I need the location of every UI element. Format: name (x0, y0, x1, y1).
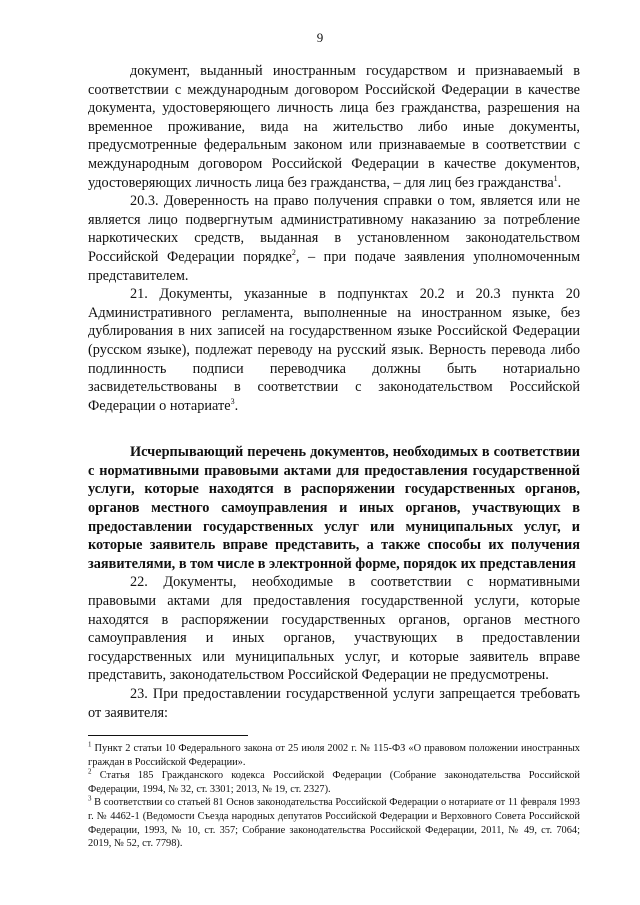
paragraph-22: 22. Документы, необходимые в соответствии с нормативными правовыми актами для предоставления государственной услуги, которые находятся в распоряжении государственных органов, органов местного самоуправления и иных органов, участвующих в предоставлении государственных или муниципальных услуг, и которые заявитель вправе представить, законодательством Российской Федерации не предусмотрены. (88, 574, 580, 684)
paragraph-text: 20.3. Доверенность на право получения справки о том, является или не является лицо подвергнутым административному наказанию за потребление наркотических средств, выданная в установленном законодательством Российской Федерации порядке (88, 193, 580, 265)
footnote-text: Статья 185 Гражданского кодекса Российской Федерации (Собрание законодательства Российской Федерации, 1994, № 32, ст. 3301; 2013, № 19, ст. 2327). (88, 770, 580, 795)
paragraph-21 (88, 285, 580, 415)
paragraph-tail: . (234, 397, 239, 414)
paragraph-tail: , – при подаче заявления уполномоченным представителем. (88, 248, 580, 284)
footnote-mark: 2 (88, 767, 92, 776)
footnote-mark: 3 (88, 794, 92, 803)
footnote-mark: 1 (88, 740, 92, 749)
footnotes (88, 742, 580, 851)
paragraph-20-3 (88, 192, 580, 285)
section-heading: Исчерпывающий перечень документов, необходимых в соответствии с нормативными правовыми актами для предоставления государственной услуги, которые находятся в распоряжении государственных органов, органов местного самоуправления и иных органов, участвующих в предоставлении государственных услуг или муниципальных услуг, и которые заявитель вправе представить, а также способы их получения заявителями, в том числе в электронной форме, порядок их представления (88, 444, 580, 572)
paragraph-tail: . (557, 174, 562, 191)
main-text (88, 62, 580, 722)
footnote-3 (88, 796, 580, 850)
paragraph-id-document (88, 62, 580, 192)
footnote-text: Пункт 2 статьи 10 Федерального закона от 25 июля 2002 г. № 115-ФЗ «О правовом положении иностранных граждан в Российской Федерации». (88, 743, 580, 768)
footnote-ref[interactable]: 3 (230, 396, 235, 406)
paragraph-text: 21. Документы, указанные в подпунктах 20.2 и 20.3 пункта 20 Административного регламента, выполненные на иностранном языке, без дублирования в них записей на государственном языке Российской Федерации (русском языке), подлежат переводу на русский язык. Верность перевода либо подлинность подписи переводчика должны быть нотариально засвидетельствованы в соответствии с законодательством Российской Федерации о нотариате (88, 286, 580, 414)
footnote-ref[interactable]: 2 (291, 248, 296, 258)
footnote-2 (88, 769, 580, 796)
paragraph-text: документ, выданный иностранным государством и признаваемый в соответствии с международным договором Российской Федерации в качестве документа, удостоверяющего личность лица без гражданства, разрешения на временное проживание, вида на жительство либо иные документы, предусмотренные федеральным законом или признаваемые в соответствии с международным договором Российской Федерации в качестве документов, удостоверяющих личность лица без гражданства, – для лиц без гражданства (88, 63, 580, 191)
footnote-divider (88, 735, 248, 736)
page-number: 9 (316, 30, 324, 45)
footnote-1 (88, 742, 580, 769)
footnote-text: В соответствии со статьей 81 Основ законодательства Российской Федерации о нотариате от 11 февраля 1993 г. № 4462-1 (Ведомости Съезда народных депутатов Российской Федерации и Верховного Совета Российской Федерации, 1993, № 10, ст. 357; Собрание законодательства Российской Федерации, 2011, № 49, ст. 7064; 2019, № 52, ст. 7798). (88, 797, 580, 850)
paragraph-23: 23. При предоставлении государственной услуги запрещается требовать от заявителя: (88, 686, 580, 721)
footnote-ref[interactable]: 1 (553, 173, 558, 183)
